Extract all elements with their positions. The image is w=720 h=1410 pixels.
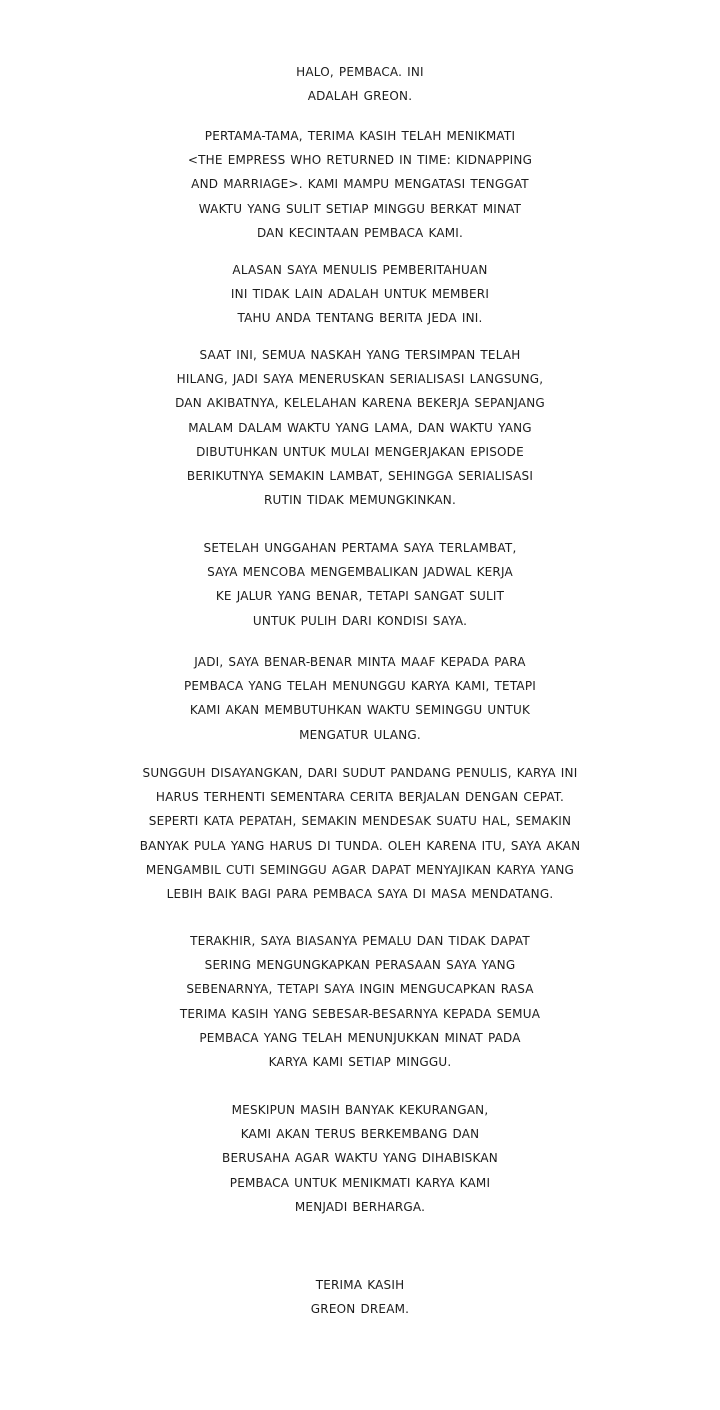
text-line: SUNGGUH DISAYANGKAN, DARI SUDUT PANDANG PENULIS, KARYA INI bbox=[142, 766, 578, 780]
text-line: MESKIPUN MASIH BANYAK KEKURANGAN, bbox=[231, 1103, 489, 1117]
paragraph-greeting bbox=[0, 60, 720, 108]
text-line: ALASAN SAYA MENULIS PEMBERITAHUAN bbox=[232, 263, 488, 277]
text-line: GREON DREAM. bbox=[310, 1302, 410, 1317]
text-line: KAMI AKAN MEMBUTUHKAN WAKTU SEMINGGU UNTUK bbox=[189, 703, 531, 718]
text-line: PERTAMA-TAMA, TERIMA KASIH TELAH MENIKMATI bbox=[204, 129, 516, 143]
text-line: DAN KECINTAAN PEMBACA KAMI. bbox=[256, 225, 464, 240]
text-line: BERIKUTNYA SEMAKIN LAMBAT, SEHINGGA SERIALISASI bbox=[186, 469, 534, 484]
text-line: HALO, PEMBACA. INI bbox=[296, 65, 424, 79]
text-line: WAKTU YANG SULIT SETIAP MINGGU BERKAT MINAT bbox=[198, 201, 522, 216]
text-line: PEMBACA UNTUK MENIKMATI KARYA KAMI bbox=[229, 1175, 491, 1190]
text-line: SEBENARNYA, TETAPI SAYA INGIN MENGUCAPKAN RASA bbox=[186, 982, 534, 997]
text-line: SAAT INI, SEMUA NASKAH YANG TERSIMPAN TELAH bbox=[199, 348, 521, 362]
text-line: PEMBACA YANG TELAH MENUNJUKKAN MINAT PADA bbox=[199, 1030, 521, 1045]
text-line: BERUSAHA AGAR WAKTU YANG DIHABISKAN bbox=[222, 1151, 498, 1166]
text-line: TERIMA KASIH YANG SEBESAR-BESARNYA KEPADA SEMUA bbox=[179, 1006, 541, 1021]
text-line: SEPERTI KATA PEPATAH, SEMAKIN MENDESAK SUATU HAL, SEMAKIN bbox=[148, 814, 572, 829]
text-line: MALAM DALAM WAKTU YANG LAMA, DAN WAKTU YANG bbox=[188, 420, 532, 435]
text-line: KE JALUR YANG BENAR, TETAPI SANGAT SULIT bbox=[215, 589, 505, 604]
text-line: SAYA MENCOBA MENGEMBALIKAN JADWAL KERJA bbox=[207, 565, 513, 580]
text-line: MENJADI BERHARGA. bbox=[294, 1199, 426, 1214]
text-line: SETELAH UNGGAHAN PERTAMA SAYA TERLAMBAT, bbox=[203, 541, 517, 555]
text-line: MENGAMBIL CUTI SEMINGGU AGAR DAPAT MENYAJIKAN KARYA YANG bbox=[145, 862, 575, 877]
paragraph-gratitude bbox=[0, 929, 720, 1074]
text-line: LEBIH BAIK BAGI PARA PEMBACA SAYA DI MASA MENDATANG. bbox=[166, 887, 554, 902]
text-line: SERING MENGUNGKAPKAN PERASAAN SAYA YANG bbox=[204, 958, 516, 973]
paragraph-signature bbox=[0, 1273, 720, 1321]
text-line: HILANG, JADI SAYA MENERUSKAN SERIALISASI LANGSUNG, bbox=[176, 372, 544, 387]
paragraph-situation bbox=[0, 343, 720, 512]
text-line: ADALAH GREON. bbox=[307, 89, 413, 104]
paragraph-break-announcement bbox=[0, 761, 720, 906]
text-line: TERAKHIR, SAYA BIASANYA PEMALU DAN TIDAK DAPAT bbox=[190, 934, 530, 948]
text-line: JADI, SAYA BENAR-BENAR MINTA MAAF KEPADA PARA bbox=[194, 655, 526, 669]
text-line: MENGATUR ULANG. bbox=[299, 727, 421, 742]
paragraph-thanks bbox=[0, 124, 720, 245]
text-line: TAHU ANDA TENTANG BERITA JEDA INI. bbox=[237, 311, 483, 326]
paragraph-apology bbox=[0, 650, 720, 747]
text-line: KAMI AKAN TERUS BERKEMBANG DAN bbox=[240, 1127, 480, 1142]
text-line: <THE EMPRESS WHO RETURNED IN TIME: KIDNAPPING bbox=[187, 153, 533, 168]
text-line: INI TIDAK LAIN ADALAH UNTUK MEMBERI bbox=[230, 287, 490, 302]
text-line: HARUS TERHENTI SEMENTARA CERITA BERJALAN DENGAN CEPAT. bbox=[155, 790, 565, 805]
text-line: RUTIN TIDAK MEMUNGKINKAN. bbox=[264, 493, 456, 508]
text-line: AND MARRIAGE>. KAMI MAMPU MENGATASI TENGGAT bbox=[191, 177, 529, 192]
text-line: BANYAK PULA YANG HARUS DI TUNDA. OLEH KARENA ITU, SAYA AKAN bbox=[139, 838, 581, 853]
text-line: PEMBACA YANG TELAH MENUNGGU KARYA KAMI, TETAPI bbox=[183, 679, 537, 694]
text-line: DIBUTUHKAN UNTUK MULAI MENGERJAKAN EPISODE bbox=[196, 444, 524, 459]
text-line: TERIMA KASIH bbox=[315, 1278, 405, 1292]
text-line: UNTUK PULIH DARI KONDISI SAYA. bbox=[252, 613, 468, 628]
paragraph-delay bbox=[0, 536, 720, 633]
text-line: KARYA KAMI SETIAP MINGGU. bbox=[268, 1055, 452, 1070]
paragraph-promise bbox=[0, 1098, 720, 1219]
text-line: DAN AKIBATNYA, KELELAHAN KARENA BEKERJA SEPANJANG bbox=[175, 396, 545, 411]
paragraph-reason bbox=[0, 258, 720, 331]
